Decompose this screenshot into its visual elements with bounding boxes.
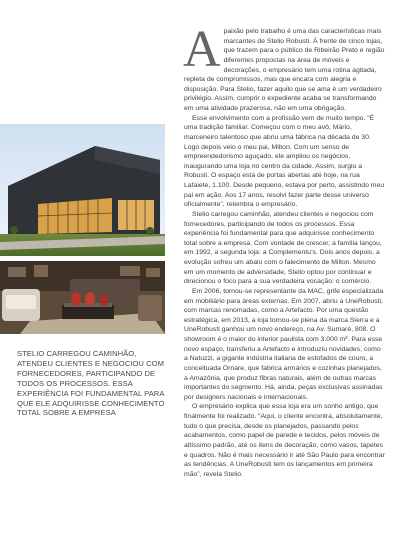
article-paragraph-1: paixão pelo trabalho é uma das características mais marcantes de Stelio Robusti. À frente de cinco lojas, que trazem para o público de Ribeirão Preto e região diferentes propostas na área de móveis e decorações, o empresário tem uma rotina agitada, repleta de compromissos, mas que encara com alegria e disposição. Para Stelio, fazer aquilo que se ama é um verdadeiro privilégio. Assim, cumprir o expediente acaba se transformando em uma atividade prazerosa, não em uma obrigação.: [184, 28, 385, 112]
building-photo: [0, 124, 165, 256]
article-paragraph-3: Stelio carregou caminhão, atendeu clientes e negociou com fornecedores, participando de todos os processos. Essa experiência foi fundamental para que adquirisse conhecimento total sobre a empresa. Com vontade de crescer, a família lançou, em 1992, a segunda loja: a Complementu’s. Dois anos depois, a evolução sofreu um abalo com o falecimento de Milton. Mesmo em um momento de adversidade, Stelio optou por continuar e direcionou o foco para a sua verdadeira vocação: o comércio.: [184, 210, 382, 286]
building-photo-graphic: [0, 124, 165, 256]
article-paragraph-5: O empresário explica que essa loja era um sonho antigo, que finalmente foi realizado. “Aqui, o cliente encontra, absolutamente, tudo o que precisa, desde os planejados, passando pelos acabamentos, como papel de parede e tecidos, pelos móveis de altíssimo padrão, até os itens de decoração, como vasos, tapetes e quadros. Não é mais necessário ir até São Paulo para encontrar as tendências. A UneRobusti tem os lançamentos em primeira mão”, revela Stelio.: [184, 403, 385, 478]
article-body: [183, 21, 385, 479]
article-paragraph-2: Esse envolvimento com a profissão vem de muito tempo. “É uma tradição familiar. Começou com o meu avô, Mário, marceneiro talentoso que abriu uma fábrica na década de 30. Logo depois veio o meu pai, Milton. Com um senso de empreendedorismo aguçado, ele ampliou os negócios, inaugurando uma loja no centro da cidade. Assim, surgiu a Robusti. O espaço está de portas abertas até hoje, na rua Lafaiete, 1.100. Desde pequeno, estava por perto, assistindo meu pai em ação. Aos 17 anos, resolvi fazer parte desse universo oficialmente”, relembra o empresário.: [184, 114, 385, 209]
photo-caption: STELIO CARREGOU CAMINHÃO, ATENDEU CLIENTES E NEGOCIOU COM FORNECEDORES, PARTICIPANDO DE TODOS OS PROCESSOS. ESSA EXPERIÊNCIA FOI FUNDAMENTAL PARA QUE ELE ADQUIRISSE CONHECIMENTO TOTAL SOBRE A EMPRESA: [17, 349, 165, 418]
drop-cap: A: [183, 21, 221, 78]
interior-photo-graphic: [0, 261, 165, 334]
article-paragraph-4: Em 2006, tornou-se representante da MAC, grife especializada em mobiliário para áreas externas. Em 2007, abriu a UneRobusti, com marcas renomadas, como a Artefacto. Por uma questão estratégica, em 2013, a loja tornou-se plena da marca Sierra e a UneRobusti ganhou um novo endereço, na Av. Sumaré, 808. O showroom é o maior do interior paulista com 3.000 m². Para esse novo espaço, transferiu a Artefacto e introduziu novidades, como a Natuzzi, a gigante indústria italiana de estofados de couro, a conceituada Ornare, que fabrica armários e cozinhas planejados, a Amazônia, que produz fibras naturais, além de outras marcas importantes do segmento. Há, ainda, peças exclusivas assinadas por designers nacionais e internacionais.: [184, 287, 384, 401]
interior-photo: [0, 261, 165, 334]
